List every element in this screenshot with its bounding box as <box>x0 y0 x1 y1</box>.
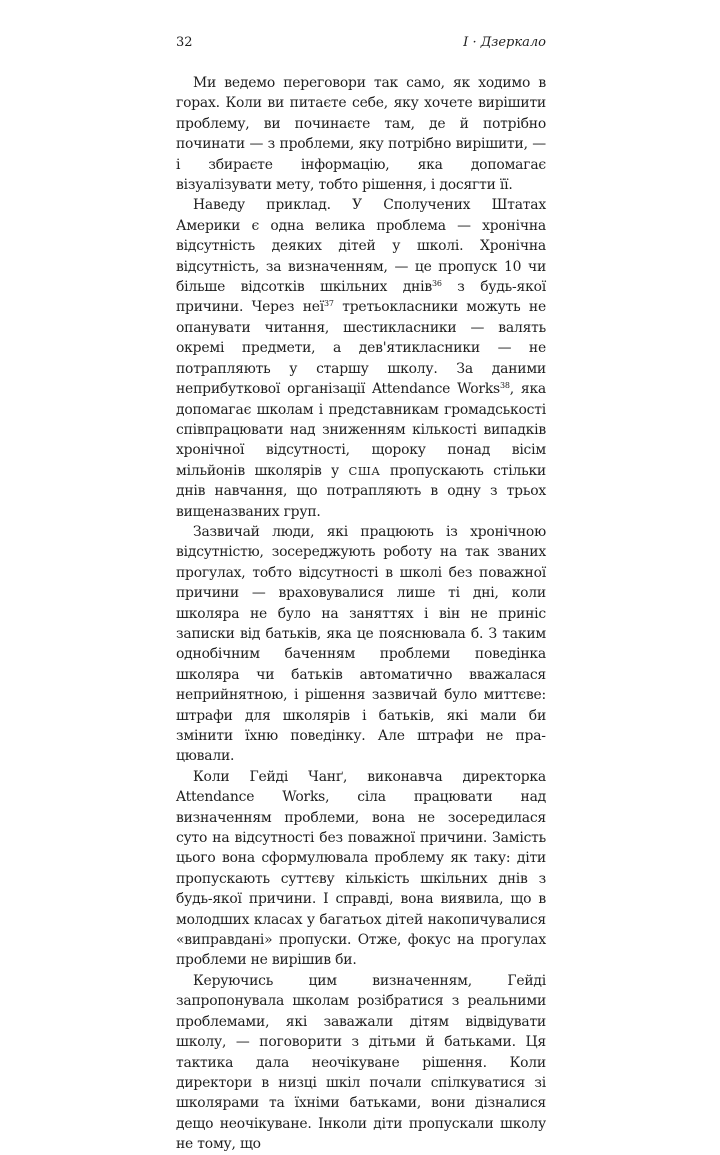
section-title: І · Дзеркало <box>463 35 546 50</box>
paragraph-5: Керуючись цим визначенням, Гейді запропонувала школам розібратися з реальними проблемами, які заважали дітям відвідувати школу, — поговорити з дітьми й батьками. Ця тактика дала неочікуване рішення. Коли директори в низці шкіл почали спілкуватися зі школярами та їхніми батьками, вони дізналися дещо неочікуване. Інколи діти пропускали школу не тому, що <box>176 972 546 1153</box>
body-text <box>176 73 546 1155</box>
paragraph-2-part-1: Наведу приклад. У Сполучених Штатах Америки є одна велика проблема — хронічна відсутність деяких дітей у школі. Хронічна відсутність, за визначенням, — це пропуск 10 чи більше відсотків шкільних днів <box>176 197 546 296</box>
footnote-ref-36: 36 <box>431 279 442 289</box>
footnote-ref-37: 37 <box>324 299 334 309</box>
paragraph-2 <box>176 195 546 522</box>
footnote-ref-38: 38 <box>499 381 510 391</box>
paragraph-2-part-5: пропускають стільки днів навчання, що потрапляють в одну з трьох вищеназваних груп. <box>176 462 546 520</box>
running-head <box>176 33 546 53</box>
page-number: 32 <box>176 35 193 50</box>
paragraph-2-part-3: третьокласники можуть не опанувати читання, шестикласники — валять окремі предмети, а дев'ятикласники — не потрапляють у старшу школу. За даними неприбуткової організації Attendance Works <box>176 299 546 398</box>
paragraph-2-part-4: , яка допомагає школам і представникам громадськості співпрацювати над зниженням кількості випадків хронічної відсутності, щороку понад вісім мільйонів школярів у <box>176 381 547 479</box>
paragraph-3: Зазвичай люди, які працюють із хронічною відсутністю, зосереджують роботу на так званих прогулах, тобто відсутності в школі без поважної причини — враховувалися лише ті дні, коли школяра не було на заняттях і він не приніс записки від батьків, яка це пояснювала б. З таким однобічним баченням проблеми поведінка школяра чи батьків автоматично вважалася неприйнятною, і рішення зазвичай було миттєве: штрафи для школярів і батьків, які мали би змінити їхню поведінку. Але штрафи не працювали. <box>176 523 546 765</box>
book-page <box>176 33 546 1155</box>
paragraph-4: Коли Гейді Чанґ, виконавча директорка Attendance Works, сіла працювати над визначенням проблеми, вона не зосередилася суто на відсутності без поважної причини. Замість цього вона сформулювала проблему як таку: діти пропускають суттєву кількість шкільних днів з будь-якої причини. І справді, вона виявила, що в молодших класах у багатьох дітей накопичувалися «виправдані» пропуски. Отже, фокус на прогулах проблеми не вирішив би. <box>176 768 546 969</box>
paragraph-1: Ми ведемо переговори так само, як ходимо в горах. Коли ви питаєте себе, яку хочете вирішити проблему, ви починаєте там, де й потрібно починати — з проблеми, яку потрібно вирішити, — і збираєте інформацію, яка допомагає візуалізувати мету, тобто рішення, і досягти її. <box>176 75 546 194</box>
paragraph-2-part-2: з будь-якої причини. Через неї <box>176 279 546 316</box>
abbreviation-usa: США <box>348 463 381 478</box>
